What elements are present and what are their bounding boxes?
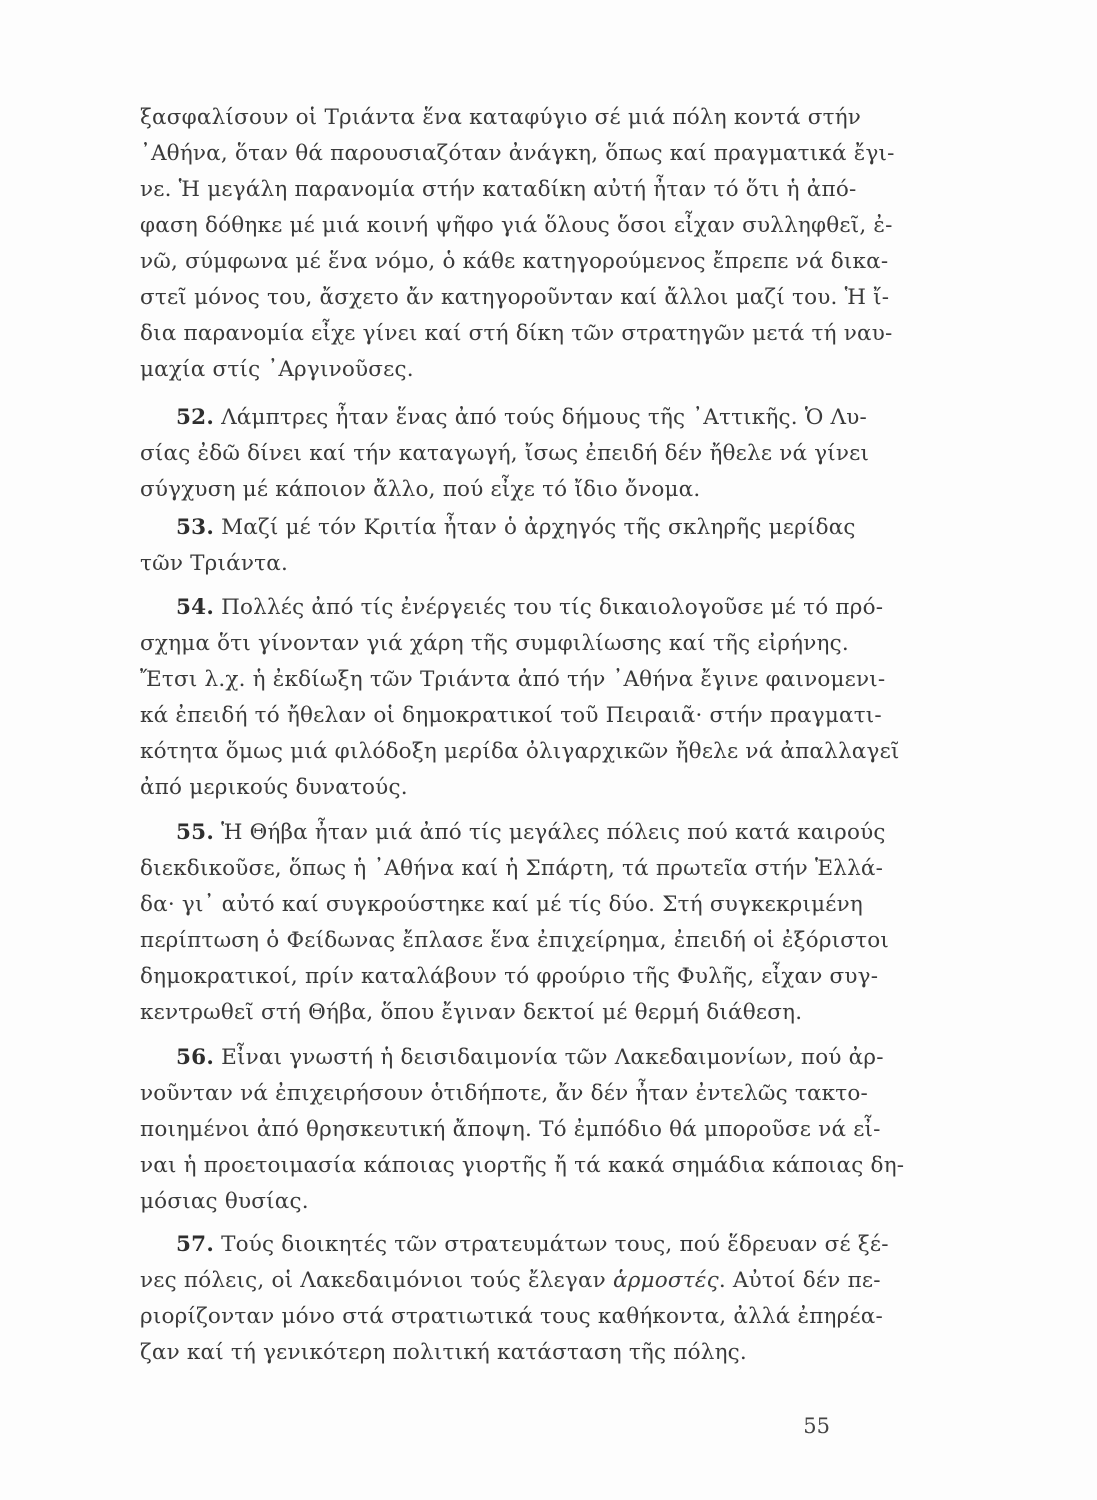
text-line: ζαν καί τή γενικότερη πολιτική κατάσταση τῆς πόλης.	[140, 1340, 747, 1365]
note-number: 55.	[176, 820, 215, 845]
text-line: ριορίζονταν μόνο στά στρατιωτικά τους καθήκοντα, ἀλλά ἐπηρέα-	[140, 1304, 883, 1329]
text-line	[140, 510, 856, 546]
text-line: νῶ, σύμφωνα μέ ἕνα νόμο, ὁ κάθε κατηγορούμενος ἔπρεπε νά δικα-	[140, 249, 889, 274]
text-line: φαση δόθηκε μέ μιά κοινή ψῆφο γιά ὅλους ὅσοι εἶχαν συλληφθεῖ, ἐ-	[140, 213, 893, 238]
note-56	[140, 1040, 905, 1220]
text-line	[140, 1040, 884, 1076]
text-line: ξασφαλίσουν οἱ Τριάντα ἕνα καταφύγιο σέ μιά πόλη κοντά στήν	[140, 105, 862, 130]
text-line	[140, 1263, 881, 1299]
text-segment: Λάμπτρες ἦταν ἕνας ἀπό τούς δήμους τῆς ᾽Αττικῆς. Ὁ Λυ-	[221, 405, 868, 430]
text-line: κεντρωθεῖ στή Θήβα, ὅπου ἔγιναν δεκτοί μέ θερμή διάθεση.	[140, 1000, 803, 1025]
text-line: νοῦνταν νά ἐπιχειρήσουν ὁτιδήποτε, ἄν δέν ἦταν ἐντελῶς τακτο-	[140, 1081, 869, 1106]
text-line	[140, 815, 886, 851]
note-number: 54.	[176, 595, 215, 620]
text-segment: Ἡ Θήβα ἦταν μιά ἀπό τίς μεγάλες πόλεις πού κατά καιρούς	[221, 820, 886, 845]
text-line: Ἔτσι λ.χ. ἡ ἐκδίωξη τῶν Τριάντα ἀπό τήν ᾽Αθήνα ἔγινε φαινομενι-	[140, 667, 886, 692]
note-number: 56.	[176, 1045, 215, 1070]
text-line: περίπτωση ὁ Φείδωνας ἔπλασε ἕνα ἐπιχείρημα, ἐπειδή οἱ ἐξόριστοι	[140, 928, 890, 953]
note-number: 52.	[176, 405, 215, 430]
italic-term: ἁρμοστές	[612, 1268, 719, 1293]
text-segment: Εἶναι γνωστή ἡ δεισιδαιμονία τῶν Λακεδαιμονίων, πού ἀρ-	[221, 1045, 884, 1070]
text-line: τῶν Τριάντα.	[140, 551, 288, 576]
paragraph-continued	[140, 100, 895, 388]
text-line: δημοκρατικοί, πρίν καταλάβουν τό φρούριο τῆς Φυλῆς, εἶχαν συγ-	[140, 964, 879, 989]
note-52	[140, 400, 870, 508]
text-segment: Πολλές ἀπό τίς ἐνέργειές του τίς δικαιολογοῦσε μέ τό πρό-	[221, 595, 884, 620]
text-line: σίας ἐδῶ δίνει καί τήν καταγωγή, ἴσως ἐπειδή δέν ἤθελε νά γίνει	[140, 441, 870, 466]
note-54	[140, 590, 900, 806]
text-line: δα· γι᾽ αὐτό καί συγκρούστηκε καί μέ τίς δύο. Στή συγκεκριμένη	[140, 892, 863, 917]
text-line: κά ἐπειδή τό ἤθελαν οἱ δημοκρατικοί τοῦ Πειραιᾶ· στήν πραγματι-	[140, 703, 882, 728]
note-number: 53.	[176, 515, 215, 540]
text-line: μαχία στίς ᾽Αργινοῦσες.	[140, 357, 414, 382]
text-line	[140, 590, 884, 626]
text-line: κότητα ὅμως μιά φιλόδοξη μερίδα ὀλιγαρχικῶν ἤθελε νά ἀπαλλαγεῖ	[140, 739, 900, 764]
text-segment: Τούς διοικητές τῶν στρατευμάτων τους, πού ἕδρευαν σέ ξέ-	[221, 1232, 889, 1257]
text-line: δια παρανομία εἶχε γίνει καί στή δίκη τῶν στρατηγῶν μετά τή ναυ-	[140, 321, 893, 346]
text-line: ποιημένοι ἀπό θρησκευτική ἄποψη. Τό ἐμπόδιο θά μποροῦσε νά εἶ-	[140, 1117, 881, 1142]
note-53	[140, 510, 856, 582]
note-number: 57.	[176, 1232, 215, 1257]
text-line: ἀπό μερικούς δυνατούς.	[140, 775, 408, 800]
text-line	[140, 400, 868, 436]
page-number: 55	[803, 1414, 830, 1438]
text-line: μόσιας θυσίας.	[140, 1189, 309, 1214]
text-line: ναι ἡ προετοιμασία κάποιας γιορτῆς ἤ τά κακά σημάδια κάποιας δη-	[140, 1153, 905, 1178]
text-line: σύγχυση μέ κάποιον ἄλλο, πού εἶχε τό ἴδιο ὄνομα.	[140, 477, 701, 502]
text-segment: νες πόλεις, οἱ Λακεδαιμόνιοι τούς ἔλεγαν	[140, 1268, 613, 1293]
text-line: διεκδικοῦσε, ὅπως ἡ ᾽Αθήνα καί ἡ Σπάρτη, τά πρωτεῖα στήν Ἑλλά-	[140, 856, 884, 881]
text-line: ᾽Αθήνα, ὅταν θά παρουσιαζόταν ἀνάγκη, ὅπως καί πραγματικά ἔγι-	[140, 141, 895, 166]
text-line: σχημα ὅτι γίνονταν γιά χάρη τῆς συμφιλίωσης καί τῆς εἰρήνης.	[140, 631, 849, 656]
note-55	[140, 815, 890, 1031]
text-segment: . Αὐτοί δέν πε-	[718, 1268, 881, 1293]
text-line: στεῖ μόνος του, ἄσχετο ἄν κατηγοροῦνταν καί ἄλλοι μαζί του. Ἡ ἴ-	[140, 285, 890, 310]
text-line	[140, 1227, 889, 1263]
text-segment: Μαζί μέ τόν Κριτία ἦταν ὁ ἀρχηγός τῆς σκληρῆς μερίδας	[221, 515, 856, 540]
note-57	[140, 1227, 889, 1371]
text-line: νε. Ἡ μεγάλη παρανομία στήν καταδίκη αὐτή ἦταν τό ὅτι ἡ ἀπό-	[140, 177, 857, 202]
